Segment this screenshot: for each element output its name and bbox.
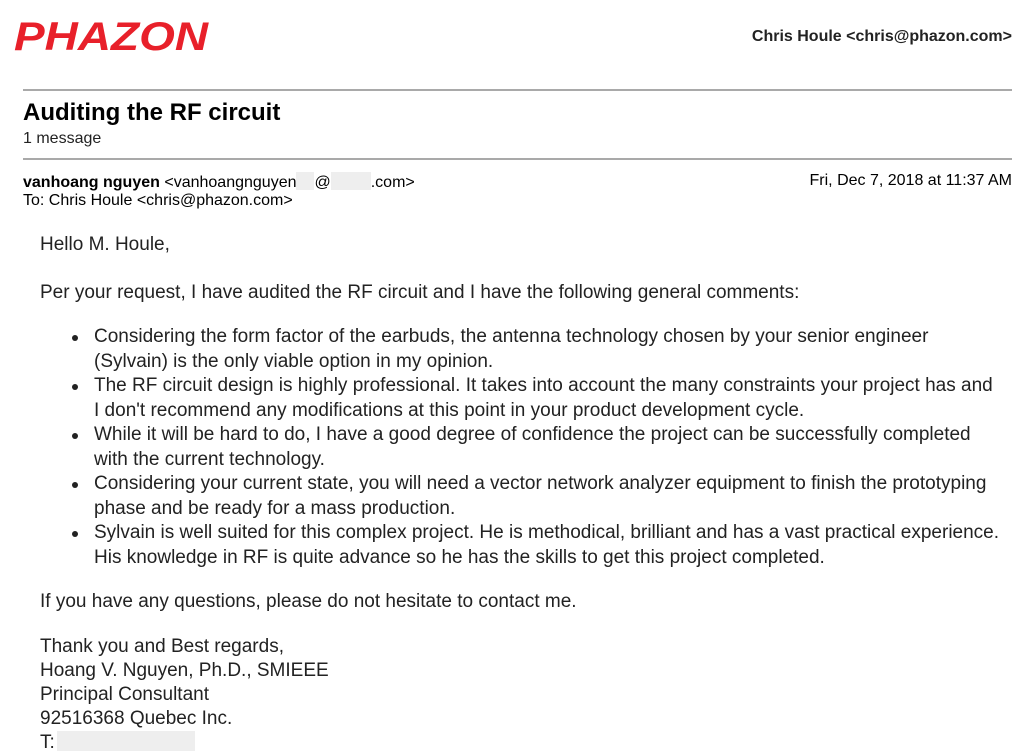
account-email: Chris Houle <chris@phazon.com> xyxy=(751,28,1012,45)
redacted-block xyxy=(296,172,314,190)
list-item xyxy=(72,472,1002,521)
recipient-line: To: Chris Houle <chris@phazon.com> xyxy=(23,192,293,209)
sender-line xyxy=(23,172,415,192)
comments-list xyxy=(72,325,1002,570)
list-item xyxy=(72,423,1002,472)
bullet-icon xyxy=(72,384,78,390)
list-item xyxy=(72,325,1002,374)
closing-question: If you have any questions, please do not hesitate to contact me. xyxy=(40,591,577,612)
phone-label: T: xyxy=(40,732,55,753)
list-item-text: While it will be hard to do, I have a good degree of confidence the project can be successfully completed with the current technology. xyxy=(94,424,971,470)
sender-email-at: @ xyxy=(314,174,331,191)
bullet-icon xyxy=(72,335,78,341)
sender-name: vanhoang nguyen xyxy=(23,174,160,191)
greeting: Hello M. Houle, xyxy=(40,234,170,255)
message-count: 1 message xyxy=(23,130,102,147)
logo-wordmark xyxy=(14,16,210,56)
signature-title: Principal Consultant xyxy=(40,684,209,705)
list-item-text: Considering the form factor of the earbuds, the antenna technology chosen by your senior engineer (Sylvain) is the only viable option in my opinion. xyxy=(94,326,929,372)
list-item-text: Sylvain is well suited for this complex project. He is methodical, brilliant and has a vast practical experience. His knowledge in RF is quite advance so he has the skills to get this project completed. xyxy=(94,522,1000,568)
phazon-logo xyxy=(14,16,210,56)
svg-text:PHAZON: PHAZON xyxy=(14,16,210,56)
bullet-icon xyxy=(72,433,78,439)
message-date: Fri, Dec 7, 2018 at 11:37 AM xyxy=(809,172,1012,189)
signature-company: 92516368 Quebec Inc. xyxy=(40,708,233,729)
subject-divider xyxy=(23,158,1012,160)
list-item-text: Considering your current state, you will need a vector network analyzer equipment to finish the prototyping phase and be ready for a mass production. xyxy=(94,473,987,519)
signature-closing: Thank you and Best regards, xyxy=(40,636,284,657)
redacted-block xyxy=(57,731,195,751)
intro-paragraph: Per your request, I have audited the RF circuit and I have the following general comments: xyxy=(40,282,800,303)
signature-block xyxy=(40,635,329,755)
list-item-text: The RF circuit design is highly professional. It takes into account the many constraints your project has and I don't recommend any modifications at this point in your product development cycle. xyxy=(94,375,993,421)
header-divider xyxy=(23,89,1012,91)
redacted-block xyxy=(331,172,371,190)
thread-subject: Auditing the RF circuit xyxy=(23,99,281,126)
signature-name: Hoang V. Nguyen, Ph.D., SMIEEE xyxy=(40,660,329,681)
bullet-icon xyxy=(72,531,78,537)
bullet-icon xyxy=(72,482,78,488)
list-item xyxy=(72,521,1002,570)
list-item xyxy=(72,374,1002,423)
signature-phone xyxy=(40,731,329,755)
sender-email-suffix: .com> xyxy=(370,174,415,191)
sender-email-prefix: <vanhoangnguyen xyxy=(164,174,297,191)
